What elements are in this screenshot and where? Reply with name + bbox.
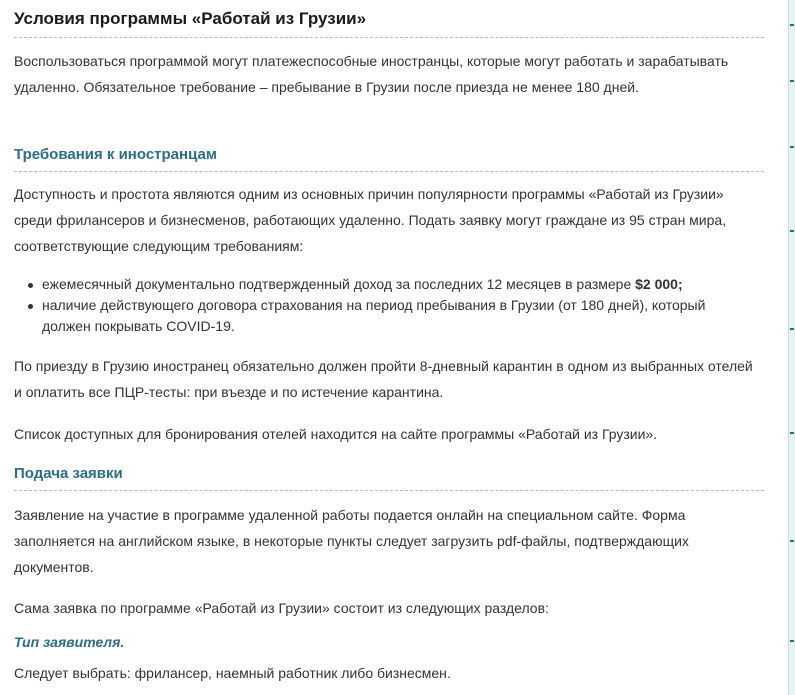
income-amount: $2 000; [635,276,683,292]
requirements-list [14,274,756,337]
sidebar-marker [790,328,794,330]
sidebar-marker [790,24,794,26]
application-heading: Подача заявки [14,465,123,482]
sidebar-marker [790,540,794,542]
list-item [14,295,756,337]
title-divider [14,37,764,38]
requirements-divider [14,171,764,172]
sidebar-marker [790,80,794,82]
applicant-type-heading: Тип заявителя. [14,634,125,650]
sidebar-marker [790,146,794,148]
list-item-text: ежемесячный документально подтвержденный доход за последних 12 месяцев в размере [42,276,636,292]
quarantine-paragraph: По приезду в Грузию иностранец обязательно должен пройти 8-дневный карантин в одном из выбранных отелей и оплатить все ПЦР-тесты: при въезде и по истечение карантина. [14,358,753,400]
intro-paragraph: Воспользоваться программой могут платежеспособные иностранцы, которые могут работать и зарабатывать удаленно. Обязательное требование – пребывание в Грузии после приезда не менее 180 дней. [14,53,729,95]
sidebar-marker [790,640,794,642]
right-sidebar-edge [788,0,795,695]
list-item [14,274,756,295]
article-title: Условия программы «Работай из Грузии» [14,9,367,28]
requirements-heading: Требования к иностранцам [14,146,217,163]
applicant-type-paragraph: Следует выбрать: фрилансер, наемный работник либо бизнесмен. [14,665,451,681]
application-divider [14,490,764,491]
sidebar-marker [790,432,794,434]
sections-intro-paragraph: Сама заявка по программе «Работай из Грузии» состоит из следующих разделов: [14,600,549,616]
sidebar-marker [790,230,794,232]
requirements-paragraph: Доступность и простота являются одним из основных причин популярности программы «Работай из Грузии» среди фрилансеров и бизнесменов, работающих удаленно. Подать заявку могут граждане из 95 стран мира, соответствующие следующим требованиям: [14,186,727,254]
list-item-text: наличие действующего договора страхования на период пребывания в Грузии (от 180 дней), который должен покрывать COVID-19. [42,297,706,334]
hotels-paragraph: Список доступных для бронирования отелей находится на сайте программы «Работай из Грузии». [14,426,658,442]
application-paragraph: Заявление на участие в программе удаленной работы подается онлайн на специальном сайте. Форма заполняется на английском языке, в некоторые пункты следует загрузить pdf-файлы, подтверждающих документов. [14,507,689,575]
